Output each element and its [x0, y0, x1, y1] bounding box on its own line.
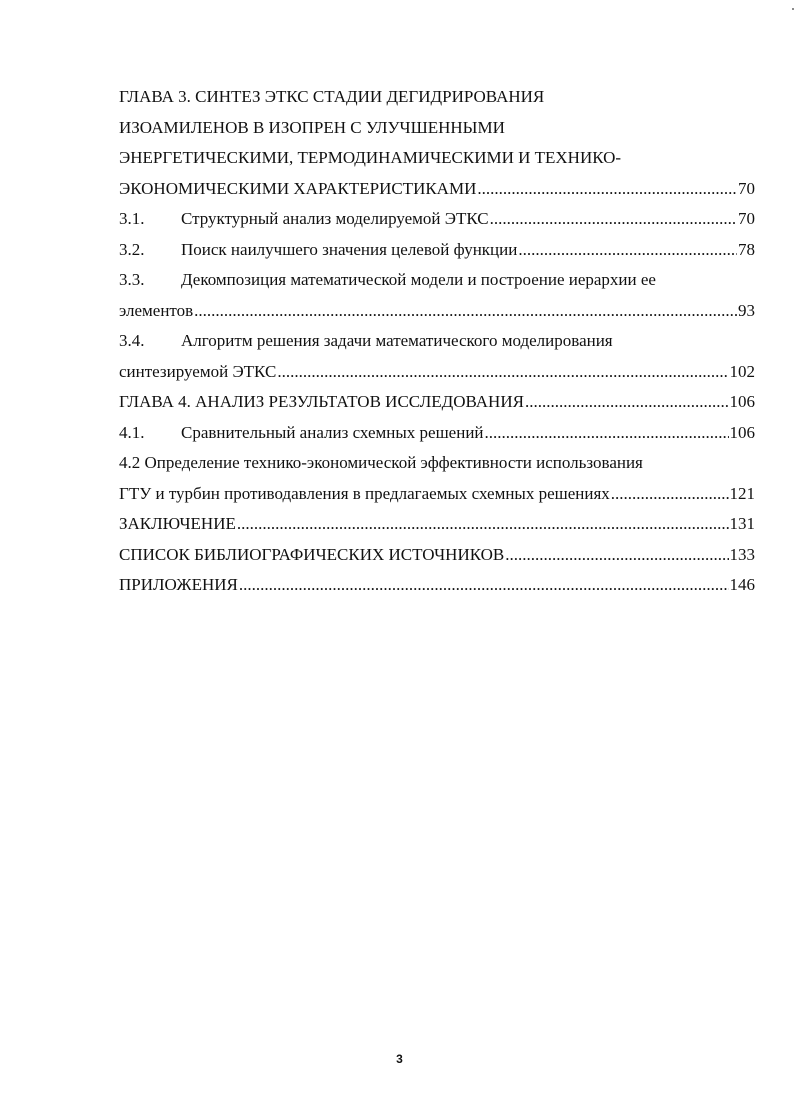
toc-section-number: 4.1. — [119, 422, 145, 442]
toc-appendices-page: 146 — [729, 575, 755, 594]
toc-section-number: 3.1. — [119, 209, 145, 228]
toc-section-page: 93 — [738, 300, 755, 320]
dot-leader — [518, 235, 737, 266]
toc-section-page: 106 — [729, 422, 755, 442]
toc-section-page: 70 — [738, 209, 755, 228]
scan-speck — [792, 8, 794, 10]
toc-section-title: Сравнительный анализ схемных решений — [181, 422, 484, 442]
toc-chapter-3-title-part-3: ЭНЕРГЕТИЧЕСКИМИ, ТЕРМОДИНАМИЧЕСКИМИ И ТЕХНИКО- — [119, 148, 622, 167]
toc-section-3-4-line-2 — [119, 357, 755, 388]
toc-section-number: 3.2. — [119, 239, 145, 259]
toc-section-4-2-line-2 — [119, 479, 755, 510]
toc-bibliography — [119, 540, 755, 571]
toc-section-number: 3.3. — [119, 270, 145, 289]
toc-section-number: 3.4. — [119, 331, 145, 350]
toc-appendices-title: ПРИЛОЖЕНИЯ — [119, 575, 238, 594]
toc-section-title-part-2: элементов — [119, 300, 194, 320]
toc-section-title-part-2: синтезируемой ЭТКС — [119, 361, 277, 381]
toc-section-page: 102 — [729, 361, 755, 381]
toc-section-3-4-line-1 — [119, 326, 755, 357]
dot-leader — [237, 509, 729, 540]
toc-conclusion-title: ЗАКЛЮЧЕНИЕ — [119, 514, 236, 533]
toc-section-title-part-1: 4.2 Определение технико-экономической эффективности использования — [119, 453, 643, 472]
dot-leader — [477, 174, 737, 205]
dot-leader — [611, 479, 729, 510]
toc-chapter-4 — [119, 387, 755, 418]
toc-chapter-4-title: ГЛАВА 4. АНАЛИЗ РЕЗУЛЬТАТОВ ИССЛЕДОВАНИЯ — [119, 392, 524, 411]
toc-section-3-1 — [119, 204, 755, 235]
toc-section-page: 78 — [738, 239, 755, 259]
toc-chapter-3-line-2 — [119, 113, 755, 144]
table-of-contents — [119, 82, 755, 601]
toc-chapter-3-title-part-2: ИЗОАМИЛЕНОВ В ИЗОПРЕН С УЛУЧШЕННЫМИ — [119, 117, 505, 137]
toc-conclusion — [119, 509, 755, 540]
dot-leader — [485, 418, 729, 449]
page-number: 3 — [396, 1052, 403, 1066]
toc-bibliography-title: СПИСОК БИБЛИОГРАФИЧЕСКИХ ИСТОЧНИКОВ — [119, 544, 505, 564]
dot-leader — [239, 570, 729, 601]
toc-section-3-2 — [119, 235, 755, 266]
dot-leader — [505, 540, 728, 571]
toc-chapter-4-page: 106 — [729, 392, 755, 411]
toc-section-title-part-1: Декомпозиция математической модели и построение иерархии ее — [181, 270, 656, 289]
toc-section-title-part-1: Алгоритм решения задачи математического моделирования — [181, 331, 613, 350]
toc-section-3-3-line-1 — [119, 265, 755, 296]
toc-bibliography-page: 133 — [729, 544, 755, 564]
toc-appendices — [119, 570, 755, 601]
toc-chapter-3-page: 70 — [738, 178, 755, 198]
toc-chapter-3-line-3 — [119, 143, 755, 174]
toc-chapter-3-title-part-1: ГЛАВА 3. СИНТЕЗ ЭТКС СТАДИИ ДЕГИДРИРОВАНИЯ — [119, 87, 545, 106]
toc-chapter-3-line-1 — [119, 82, 755, 113]
toc-section-page: 121 — [729, 483, 755, 503]
toc-chapter-3-line-4 — [119, 174, 755, 205]
toc-conclusion-page: 131 — [729, 514, 755, 533]
toc-section-4-2-line-1 — [119, 448, 755, 479]
dot-leader — [525, 387, 729, 418]
toc-section-title: Структурный анализ моделируемой ЭТКС — [181, 209, 489, 228]
toc-section-4-1 — [119, 418, 755, 449]
toc-section-3-3-line-2 — [119, 296, 755, 327]
toc-section-title-part-2: ГТУ и турбин противодавления в предлагаемых схемных решениях — [119, 483, 610, 503]
dot-leader — [490, 204, 737, 235]
toc-chapter-3-title-part-4: ЭКОНОМИЧЕСКИМИ ХАРАКТЕРИСТИКАМИ — [119, 178, 477, 198]
toc-section-title: Поиск наилучшего значения целевой функции — [181, 239, 518, 259]
dot-leader — [277, 357, 728, 388]
dot-leader — [194, 296, 737, 327]
